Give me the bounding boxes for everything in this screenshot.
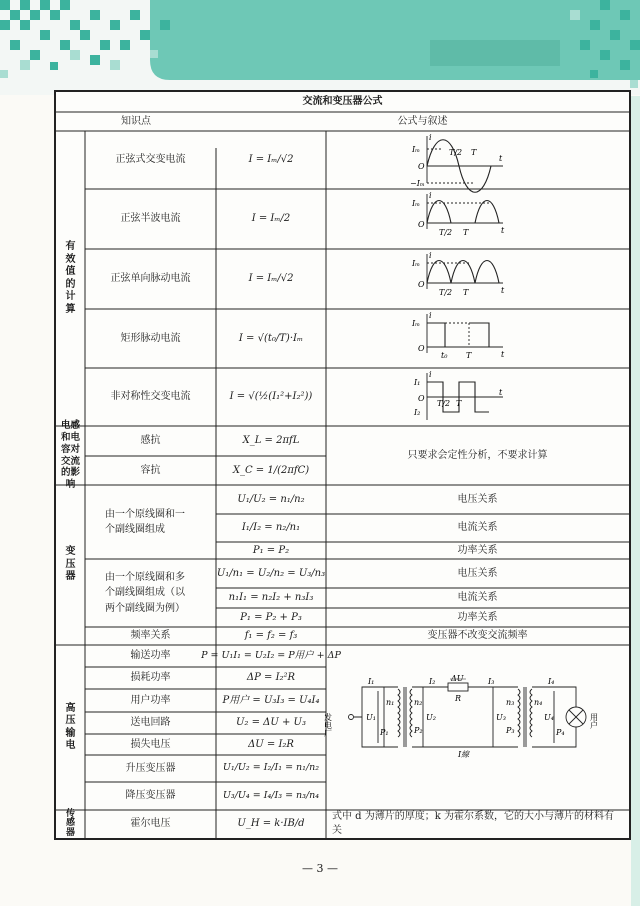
graph-asym-T: T bbox=[456, 399, 462, 408]
graph-rect-O: O bbox=[418, 344, 425, 353]
formula-rect-text: I = √(t₀/T)·Iₘ bbox=[238, 332, 304, 344]
formula-t1 bbox=[201, 645, 341, 667]
formula-m2-text: n₁I₁ = n₂I₂ + n₃I₃ bbox=[228, 592, 314, 604]
circuit-user: 用户 bbox=[589, 713, 599, 729]
formula-xl-text: X_L = 2πfL bbox=[242, 435, 300, 447]
graph-sine-i: i bbox=[429, 133, 432, 142]
graph-half bbox=[411, 191, 511, 247]
graph-asym-t: t bbox=[499, 388, 503, 397]
row-t7-label: 降压变压器 bbox=[125, 790, 176, 802]
formula-t2 bbox=[216, 667, 326, 689]
graph-asym-I1: I₁ bbox=[414, 378, 421, 387]
formula-s1-text: U₁/U₂ = n₁/n₂ bbox=[237, 493, 305, 505]
circuit-n1: n₁ bbox=[386, 698, 395, 707]
formula-m3 bbox=[216, 608, 326, 627]
note-s3: 功率关系 bbox=[457, 544, 498, 556]
circuit-U2: U₂ bbox=[426, 713, 436, 722]
formula-m2 bbox=[216, 588, 326, 608]
note-m1: 电压关系 bbox=[457, 567, 498, 579]
circuit-U1: U₁ bbox=[366, 713, 376, 722]
category-effective-value-label: 有效值的计算 bbox=[65, 241, 76, 315]
graph-rect-T: T bbox=[466, 351, 472, 360]
graph-sine-O: O bbox=[418, 162, 425, 171]
formula-rect bbox=[216, 309, 326, 368]
row-single-coil-label: 由一个原线圈和一个副线圈组成 bbox=[105, 508, 185, 535]
formula-hall bbox=[216, 810, 326, 838]
category-transmission-label: 高压输电 bbox=[65, 702, 76, 751]
graph-pulse-t: t bbox=[501, 286, 505, 295]
formula-asym bbox=[216, 368, 326, 426]
formula-m1-text: U₁/n₁ = U₂/n₂ = U₃/n₃ bbox=[216, 567, 326, 579]
category-sensor-label: 传感器 bbox=[65, 808, 75, 838]
circuit-U4: U₄ bbox=[544, 713, 554, 722]
category-lc bbox=[56, 419, 85, 491]
graph-half-t: t bbox=[501, 226, 505, 235]
formula-xc bbox=[216, 456, 326, 485]
col-header-formula: 公式与叙述 bbox=[397, 115, 448, 127]
formula-t6 bbox=[216, 755, 326, 782]
graph-pulse-Im: Iₘ bbox=[412, 259, 421, 268]
page-edge-stripe bbox=[631, 96, 640, 906]
circuit-I4: I₄ bbox=[548, 677, 555, 686]
note-freq: 变压器不改变交流频率 bbox=[427, 630, 528, 642]
graph-rect-i: i bbox=[429, 311, 432, 320]
graph-half-O: O bbox=[418, 220, 425, 229]
formula-s2-text: I₁/I₂ = n₂/n₁ bbox=[241, 522, 301, 534]
formula-t5 bbox=[216, 734, 326, 755]
formula-xc-text: X_C = 1/(2πfC) bbox=[232, 464, 310, 476]
row-freq-label: 频率关系 bbox=[130, 630, 171, 642]
circuit-n2: n₂ bbox=[414, 698, 423, 707]
note-m2: 电流关系 bbox=[457, 592, 498, 604]
graph-pulse bbox=[411, 251, 511, 307]
circuit-P3: P₃ bbox=[506, 726, 515, 735]
circuit-I2: I₂ bbox=[429, 677, 436, 686]
graph-asym-O: O bbox=[418, 394, 425, 403]
formula-s2 bbox=[216, 514, 326, 542]
header-decoration bbox=[0, 0, 640, 95]
category-lc-label: 电感和电容对交流的影响 bbox=[60, 419, 80, 491]
graph-sine-Im: Iₘ bbox=[412, 145, 421, 154]
graph-sine-negIm: −Iₘ bbox=[410, 179, 425, 188]
note-lc: 只要求会定性分析，不要求计算 bbox=[407, 449, 548, 461]
note-hall: 式中 d 为薄片的厚度；k 为霍尔系数，它的大小与薄片的材料有关 bbox=[332, 810, 614, 836]
graph-pulse-T: T bbox=[463, 288, 469, 297]
graph-half-Im: Iₘ bbox=[412, 199, 421, 208]
graph-sine-T2: T/2 bbox=[449, 148, 463, 157]
circuit-dU: ΔU bbox=[451, 674, 464, 683]
category-transformer bbox=[56, 485, 85, 645]
graph-sine-T: T bbox=[471, 148, 477, 157]
formula-sine bbox=[216, 131, 326, 189]
circuit-I1: I₁ bbox=[368, 677, 375, 686]
note-s1: 电压关系 bbox=[457, 493, 498, 505]
row-pulse-label: 正弦单向脉动电流 bbox=[110, 273, 191, 285]
category-sensor bbox=[56, 810, 85, 838]
note-s2: 电流关系 bbox=[457, 522, 498, 534]
note-m3: 功率关系 bbox=[457, 611, 498, 623]
category-transmission bbox=[56, 645, 85, 810]
formula-s3-text: P₁ = P₂ bbox=[252, 544, 290, 556]
circuit-Iline: I線 bbox=[458, 750, 470, 759]
formula-sine-text: I = Iₘ/√2 bbox=[248, 154, 294, 166]
graph-asym-i: i bbox=[429, 370, 432, 379]
row-xc-label: 容抗 bbox=[140, 464, 161, 476]
formula-t5-text: ΔU = I₂R bbox=[248, 738, 294, 750]
graph-asym-T2: T/2 bbox=[437, 399, 451, 408]
row-t6-label: 升压变压器 bbox=[125, 762, 176, 774]
formula-freq-text: f₁ = f₂ = f₃ bbox=[244, 630, 298, 642]
page-number: — 3 — bbox=[302, 862, 338, 875]
row-t2-label: 损耗功率 bbox=[130, 672, 171, 684]
row-multi-coil-label: 由一个原线圈和多个副线圈组成（以两个副线圈为例） bbox=[105, 571, 185, 614]
table-title: 交流和变压器公式 bbox=[302, 96, 383, 108]
circuit-I3: I₃ bbox=[488, 677, 495, 686]
row-xl-label: 感抗 bbox=[140, 435, 161, 447]
row-t5-label: 损失电压 bbox=[130, 738, 171, 750]
row-rect-label: 矩形脉动电流 bbox=[120, 332, 181, 344]
graph-half-T2: T/2 bbox=[439, 228, 453, 237]
graph-sine bbox=[411, 133, 511, 189]
graph-rect-Im: Iₘ bbox=[412, 319, 421, 328]
formula-m3-text: P₁ = P₂ + P₃ bbox=[240, 611, 302, 623]
row-t1-label: 输送功率 bbox=[130, 650, 171, 662]
formula-t4-text: U₂ = ΔU + U₃ bbox=[236, 717, 306, 729]
formula-t1-text: P = U₁I₁ = U₂I₂ = P用户 + ΔP bbox=[201, 649, 341, 661]
formula-t4 bbox=[216, 712, 326, 734]
formula-t3-text: P用户 = U₃I₃ = U₄I₄ bbox=[222, 694, 320, 706]
row-asym-label: 非对称性交变电流 bbox=[110, 391, 191, 403]
formula-t6-text: U₁/U₂ = I₂/I₁ = n₁/n₂ bbox=[222, 762, 320, 774]
row-sine-label: 正弦式交变电流 bbox=[115, 154, 186, 166]
graph-pulse-T2: T/2 bbox=[439, 288, 453, 297]
formula-half bbox=[216, 189, 326, 249]
formula-hall-text: U_H = k·IB/d bbox=[237, 818, 305, 830]
graph-pulse-i: i bbox=[429, 251, 432, 260]
formula-half-text: I = Iₘ/2 bbox=[251, 213, 291, 225]
graph-asym-I2: I₂ bbox=[414, 408, 421, 417]
graph-asym bbox=[411, 370, 511, 426]
formula-asym-text: I = √(½(I₁²+I₂²)) bbox=[229, 391, 313, 403]
circuit-n4: n₄ bbox=[534, 698, 543, 707]
graph-half-i: i bbox=[429, 191, 432, 200]
formula-pulse bbox=[216, 249, 326, 309]
formula-s1 bbox=[216, 485, 326, 514]
circuit-P4: P₄ bbox=[556, 728, 565, 737]
formula-s3 bbox=[216, 542, 326, 559]
formula-freq bbox=[216, 627, 326, 645]
graph-pulse-O: O bbox=[418, 280, 425, 289]
graph-rect-t0: t₀ bbox=[441, 351, 448, 360]
row-half-label: 正弦半波电流 bbox=[120, 213, 181, 225]
formula-pulse-text: I = Iₘ/√2 bbox=[248, 273, 294, 285]
formula-xl bbox=[216, 426, 326, 456]
circuit-n3: n₃ bbox=[506, 698, 515, 707]
circuit-P2: P₂ bbox=[414, 726, 423, 735]
formula-t7-text: U₃/U₄ = I₄/I₃ = n₃/n₄ bbox=[222, 789, 320, 801]
formula-t2-text: ΔP = I₂²R bbox=[246, 672, 296, 684]
graph-half-T: T bbox=[463, 228, 469, 237]
formula-m1 bbox=[216, 559, 326, 588]
formula-t7 bbox=[216, 782, 326, 810]
graph-rect-t: t bbox=[501, 350, 505, 359]
row-hall-label: 霍尔电压 bbox=[130, 818, 171, 830]
category-effective-value bbox=[56, 131, 85, 426]
category-transformer-label: 变压器 bbox=[65, 546, 76, 583]
col-header-topic: 知识点 bbox=[121, 115, 151, 127]
circuit-R: R bbox=[455, 694, 462, 703]
circuit-plant: 发电厂 bbox=[323, 713, 333, 737]
formula-table bbox=[54, 90, 631, 840]
row-t4-label: 送电回路 bbox=[130, 717, 171, 729]
circuit-P1: P₁ bbox=[380, 728, 389, 737]
graph-sine-t: t bbox=[499, 154, 503, 163]
circuit-U3: U₃ bbox=[496, 713, 506, 722]
graph-rect bbox=[411, 311, 511, 367]
row-t3-label: 用户功率 bbox=[130, 694, 171, 706]
formula-t3 bbox=[216, 689, 326, 712]
transmission-circuit bbox=[323, 674, 626, 759]
